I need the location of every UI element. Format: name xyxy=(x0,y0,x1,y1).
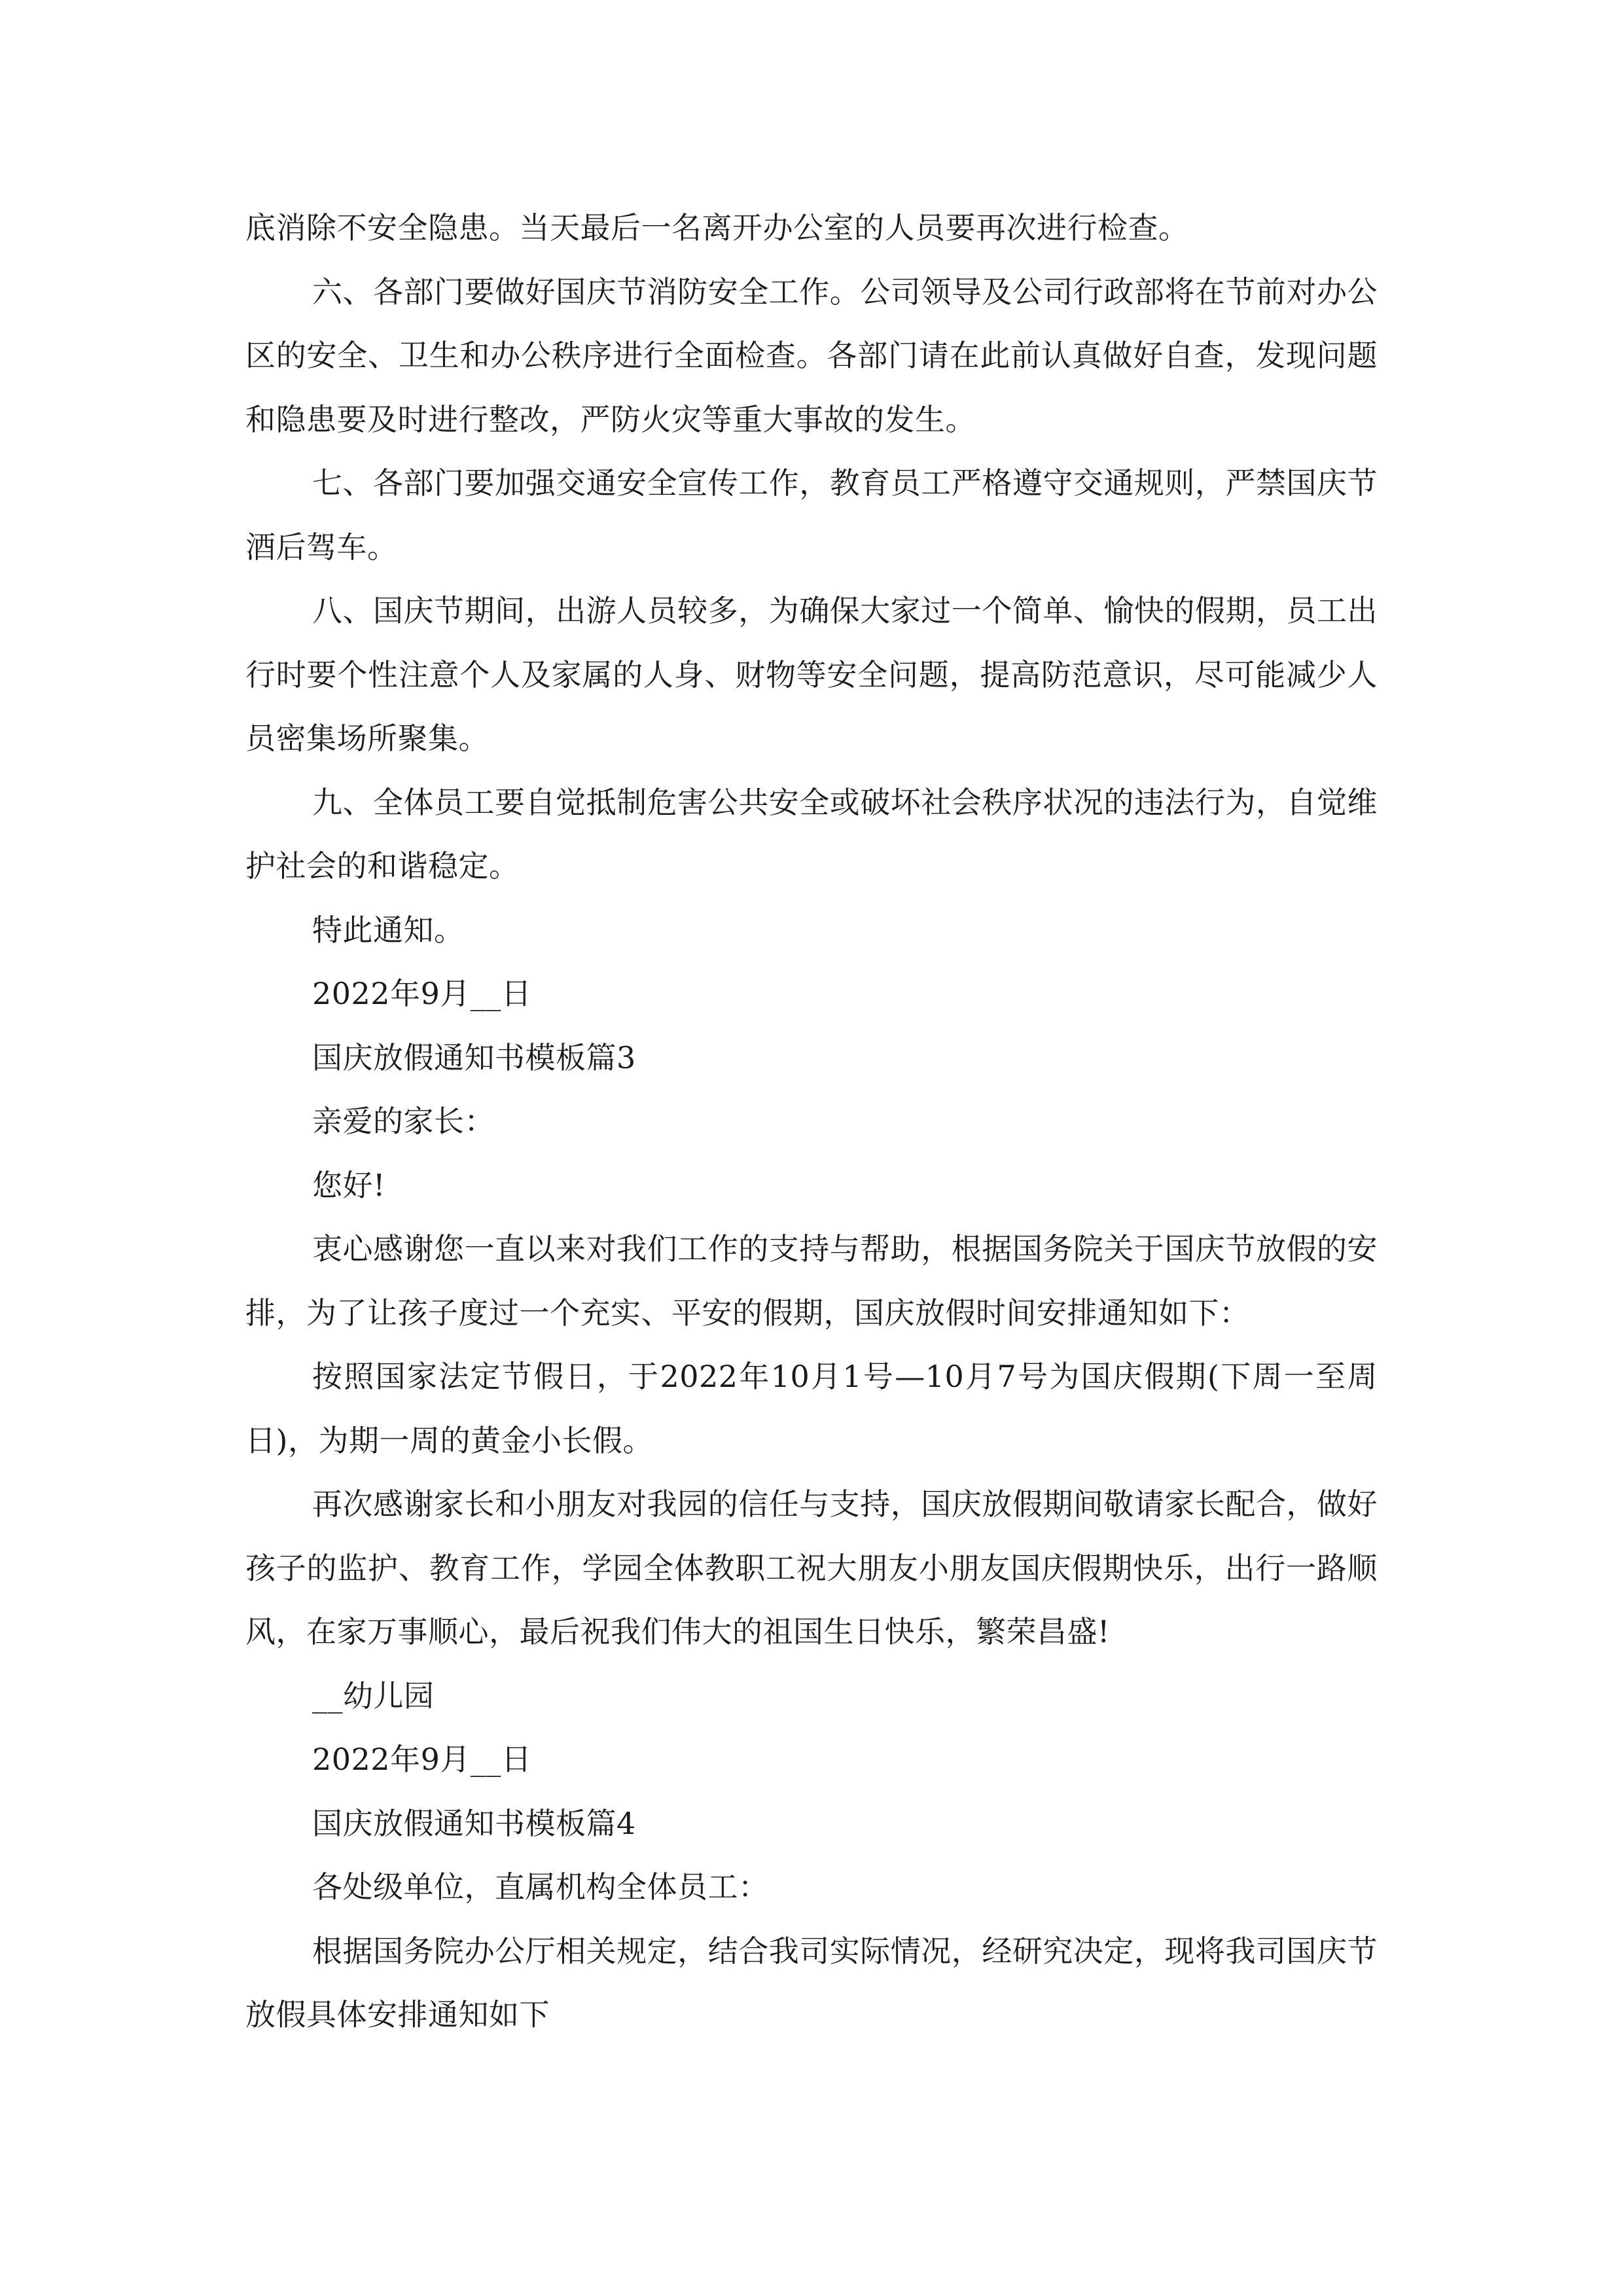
signature-org: __幼儿园 xyxy=(312,1677,435,1713)
paragraph-item-8: 八、国庆节期间，出游人员较多，为确保大家过一个简单、愉快的假期，员工出行时要个性注意个人及家属的人身、财物等安全问题，提高防范意识，尽可能减少人员密集场所聚集。 xyxy=(245,593,1378,756)
paragraph-item-7: 七、各部门要加强交通安全宣传工作，教育员工严格遵守交通规则，严禁国庆节酒后驾车。 xyxy=(245,465,1378,565)
paragraph-item-6: 六、各部门要做好国庆节消防安全工作。公司领导及公司行政部将在节前对办公区的安全、卫生和办公秩序进行全面检查。各部门请在此前认真做好自查，发现问题和隐患要及时进行整改，严防火灾等重大事故的发生。 xyxy=(245,274,1378,437)
signature-date: 2022年9月__日 xyxy=(312,1742,532,1777)
document-page xyxy=(245,196,1378,2047)
section-heading-4: 国庆放假通知书模板篇4 xyxy=(312,1805,636,1841)
paragraph-intro: 根据国务院办公厅相关规定，结合我司实际情况，经研究决定，现将我司国庆节放假具体安排通知如下 xyxy=(245,1933,1378,2032)
addressee: 各处级单位，直属机构全体员工： xyxy=(312,1869,769,1905)
paragraph-continuation: 底消除不安全隐患。当天最后一名离开办公室的人员要再次进行检查。 xyxy=(245,210,1189,245)
paragraph-item-9: 九、全体员工要自觉抵制危害公共安全或破坏社会秩序状况的违法行为，自觉维护社会的和谐稳定。 xyxy=(245,784,1378,884)
paragraph-thanks: 衷心感谢您一直以来对我们工作的支持与帮助，根据国务院关于国庆节放假的安排，为了让孩子度过一个充实、平安的假期，国庆放假时间安排通知如下： xyxy=(245,1231,1378,1331)
greeting: 您好! xyxy=(312,1167,385,1203)
paragraph-schedule: 按照国家法定节假日，于2022年10月1号—10月7号为国庆假期(下周一至周日)，为期一周的黄金小长假。 xyxy=(245,1359,1378,1458)
notice-closing: 特此通知。 xyxy=(312,912,465,948)
salutation: 亲爱的家长： xyxy=(312,1103,495,1139)
section-heading-3: 国庆放假通知书模板篇3 xyxy=(312,1039,636,1075)
paragraph-wishes: 再次感谢家长和小朋友对我园的信任与支持，国庆放假期间敬请家长配合，做好孩子的监护、教育工作，学园全体教职工祝大朋友小朋友国庆假期快乐，出行一路顺风，在家万事顺心，最后祝我们伟大的祖国生日快乐，繁荣昌盛! xyxy=(245,1486,1378,1649)
notice-date: 2022年9月__日 xyxy=(312,976,532,1011)
